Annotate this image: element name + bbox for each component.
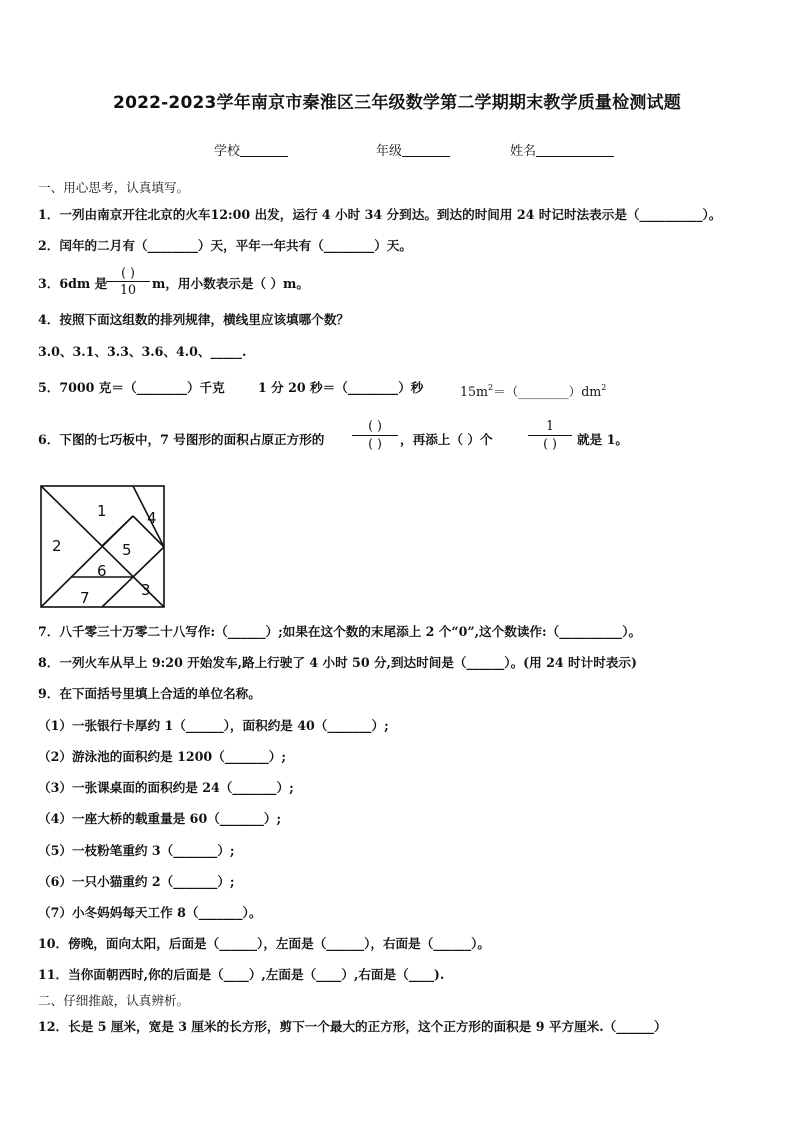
tangram-edge <box>102 577 133 607</box>
question-6-fraction-2 <box>528 418 572 451</box>
tangram-label-7: 7 <box>80 589 90 607</box>
tangram-label-1: 1 <box>97 502 107 520</box>
question-6-suffix: 就是 1。 <box>577 432 628 447</box>
page-title: 2022-2023学年南京市秦淮区三年级数学第二学期期末教学质量检测试题 <box>113 93 681 113</box>
question-5-part-b: 1 分 20 秒＝（________）秒 <box>258 380 424 395</box>
question-6-fraction-1 <box>352 418 398 451</box>
name-blank[interactable] <box>536 142 614 157</box>
name-label: 姓名 <box>510 144 537 159</box>
question-12: 12．长是 5 厘米，宽是 3 厘米的长方形，剪下一个最大的正方形，这个正方形的面积是 9 平方厘米.（______） <box>38 1019 667 1034</box>
question-11: 11．当你面朝西时,你的后面是（____）,左面是（____）,右面是（____). <box>38 967 445 982</box>
question-9-item-2: （2）游泳池的面积约是 1200（_______）; <box>38 749 287 764</box>
grade-label: 年级 <box>376 144 403 159</box>
question-6-prefix: 6．下图的七巧板中，7 号图形的面积占原正方形的 <box>38 432 325 447</box>
section-2-heading: 二、仔细推敲，认真辨析。 <box>38 993 190 1008</box>
question-5-part-c <box>460 379 606 401</box>
question-10: 10．傍晚，面向太阳，后面是（______），左面是（______），右面是（______）。 <box>38 936 491 951</box>
question-9-item-4: （4）一座大桥的载重量是 60（_______）; <box>38 811 282 826</box>
question-9-item-6: （6）一只小猫重约 2（_______）; <box>38 874 235 889</box>
school-field <box>214 140 288 159</box>
question-2: 2．闰年的二月有（________）天，平年一年共有（________）天。 <box>38 238 412 253</box>
tangram-label-4: 4 <box>147 509 157 527</box>
tangram-label-3: 3 <box>141 581 151 599</box>
fraction-numerator: ( ) <box>121 265 135 280</box>
question-4-sequence: 3.0、3.1、3.3、3.6、4.0、_____. <box>38 344 247 359</box>
question-3-fraction <box>106 265 150 297</box>
question-9-item-7: （7）小冬妈妈每天工作 8（_______）。 <box>38 905 262 920</box>
superscript: 2 <box>601 383 607 392</box>
tangram-edge <box>133 547 164 577</box>
question-4: 4．按照下面这组数的排列规律，横线里应该填哪个数？ <box>38 312 350 327</box>
fraction-denominator: ( ) <box>528 435 572 451</box>
grade-blank[interactable] <box>402 142 450 157</box>
question-1: 1．一列由南京开往北京的火车12:00 出发，运行 4 小时 34 分到达。到达的时间用 24 时记时法表示是（__________）。 <box>38 207 722 222</box>
grade-field <box>376 140 450 159</box>
question-3-suffix: m，用小数表示是（ ）m。 <box>152 276 309 291</box>
question-3-prefix: 3．6dm 是 <box>38 276 108 291</box>
area-value: 15m <box>460 384 488 399</box>
superscript: 2 <box>487 383 494 392</box>
question-6-middle: ，再添上（ ）个 <box>400 432 493 447</box>
question-9: 9．在下面括号里填上合适的单位名称。 <box>38 686 261 701</box>
fraction-denominator: ( ) <box>352 435 398 451</box>
question-9-item-3: （3）一张课桌面的面积约是 24（_______）; <box>38 780 294 795</box>
tangram-label-2: 2 <box>52 537 62 555</box>
name-field <box>510 140 614 159</box>
question-7: 7．八千零三十万零二十八写作:（______）;如果在这个数的末尾添上 2 个“0”,这个数读作:（__________）。 <box>38 624 642 639</box>
fraction-numerator: ( ) <box>368 418 382 433</box>
school-blank[interactable] <box>240 142 288 157</box>
school-label: 学校 <box>214 144 241 159</box>
fraction-numerator: 1 <box>545 418 554 433</box>
question-8: 8．一列火车从早上 9:20 开始发车,路上行驶了 4 小时 50 分,到达时间是（______）。(用 24 时计时表示) <box>38 655 637 670</box>
question-9-item-1: （1）一张银行卡厚约 1（______），面积约是 40（_______）; <box>38 718 389 733</box>
question-9-item-5: （5）一枝粉笔重约 3（_______）; <box>38 843 235 858</box>
fraction-denominator: 10 <box>106 281 150 297</box>
section-1-heading: 一、用心思考，认真填写。 <box>38 180 190 195</box>
tangram-label-5: 5 <box>122 541 132 559</box>
tangram-label-6: 6 <box>97 562 107 580</box>
conversion-text: ＝（________）dm <box>493 384 602 399</box>
tangram-diagram <box>40 485 167 609</box>
question-5-part-a: 5．7000 克＝（________）千克 <box>38 380 225 395</box>
